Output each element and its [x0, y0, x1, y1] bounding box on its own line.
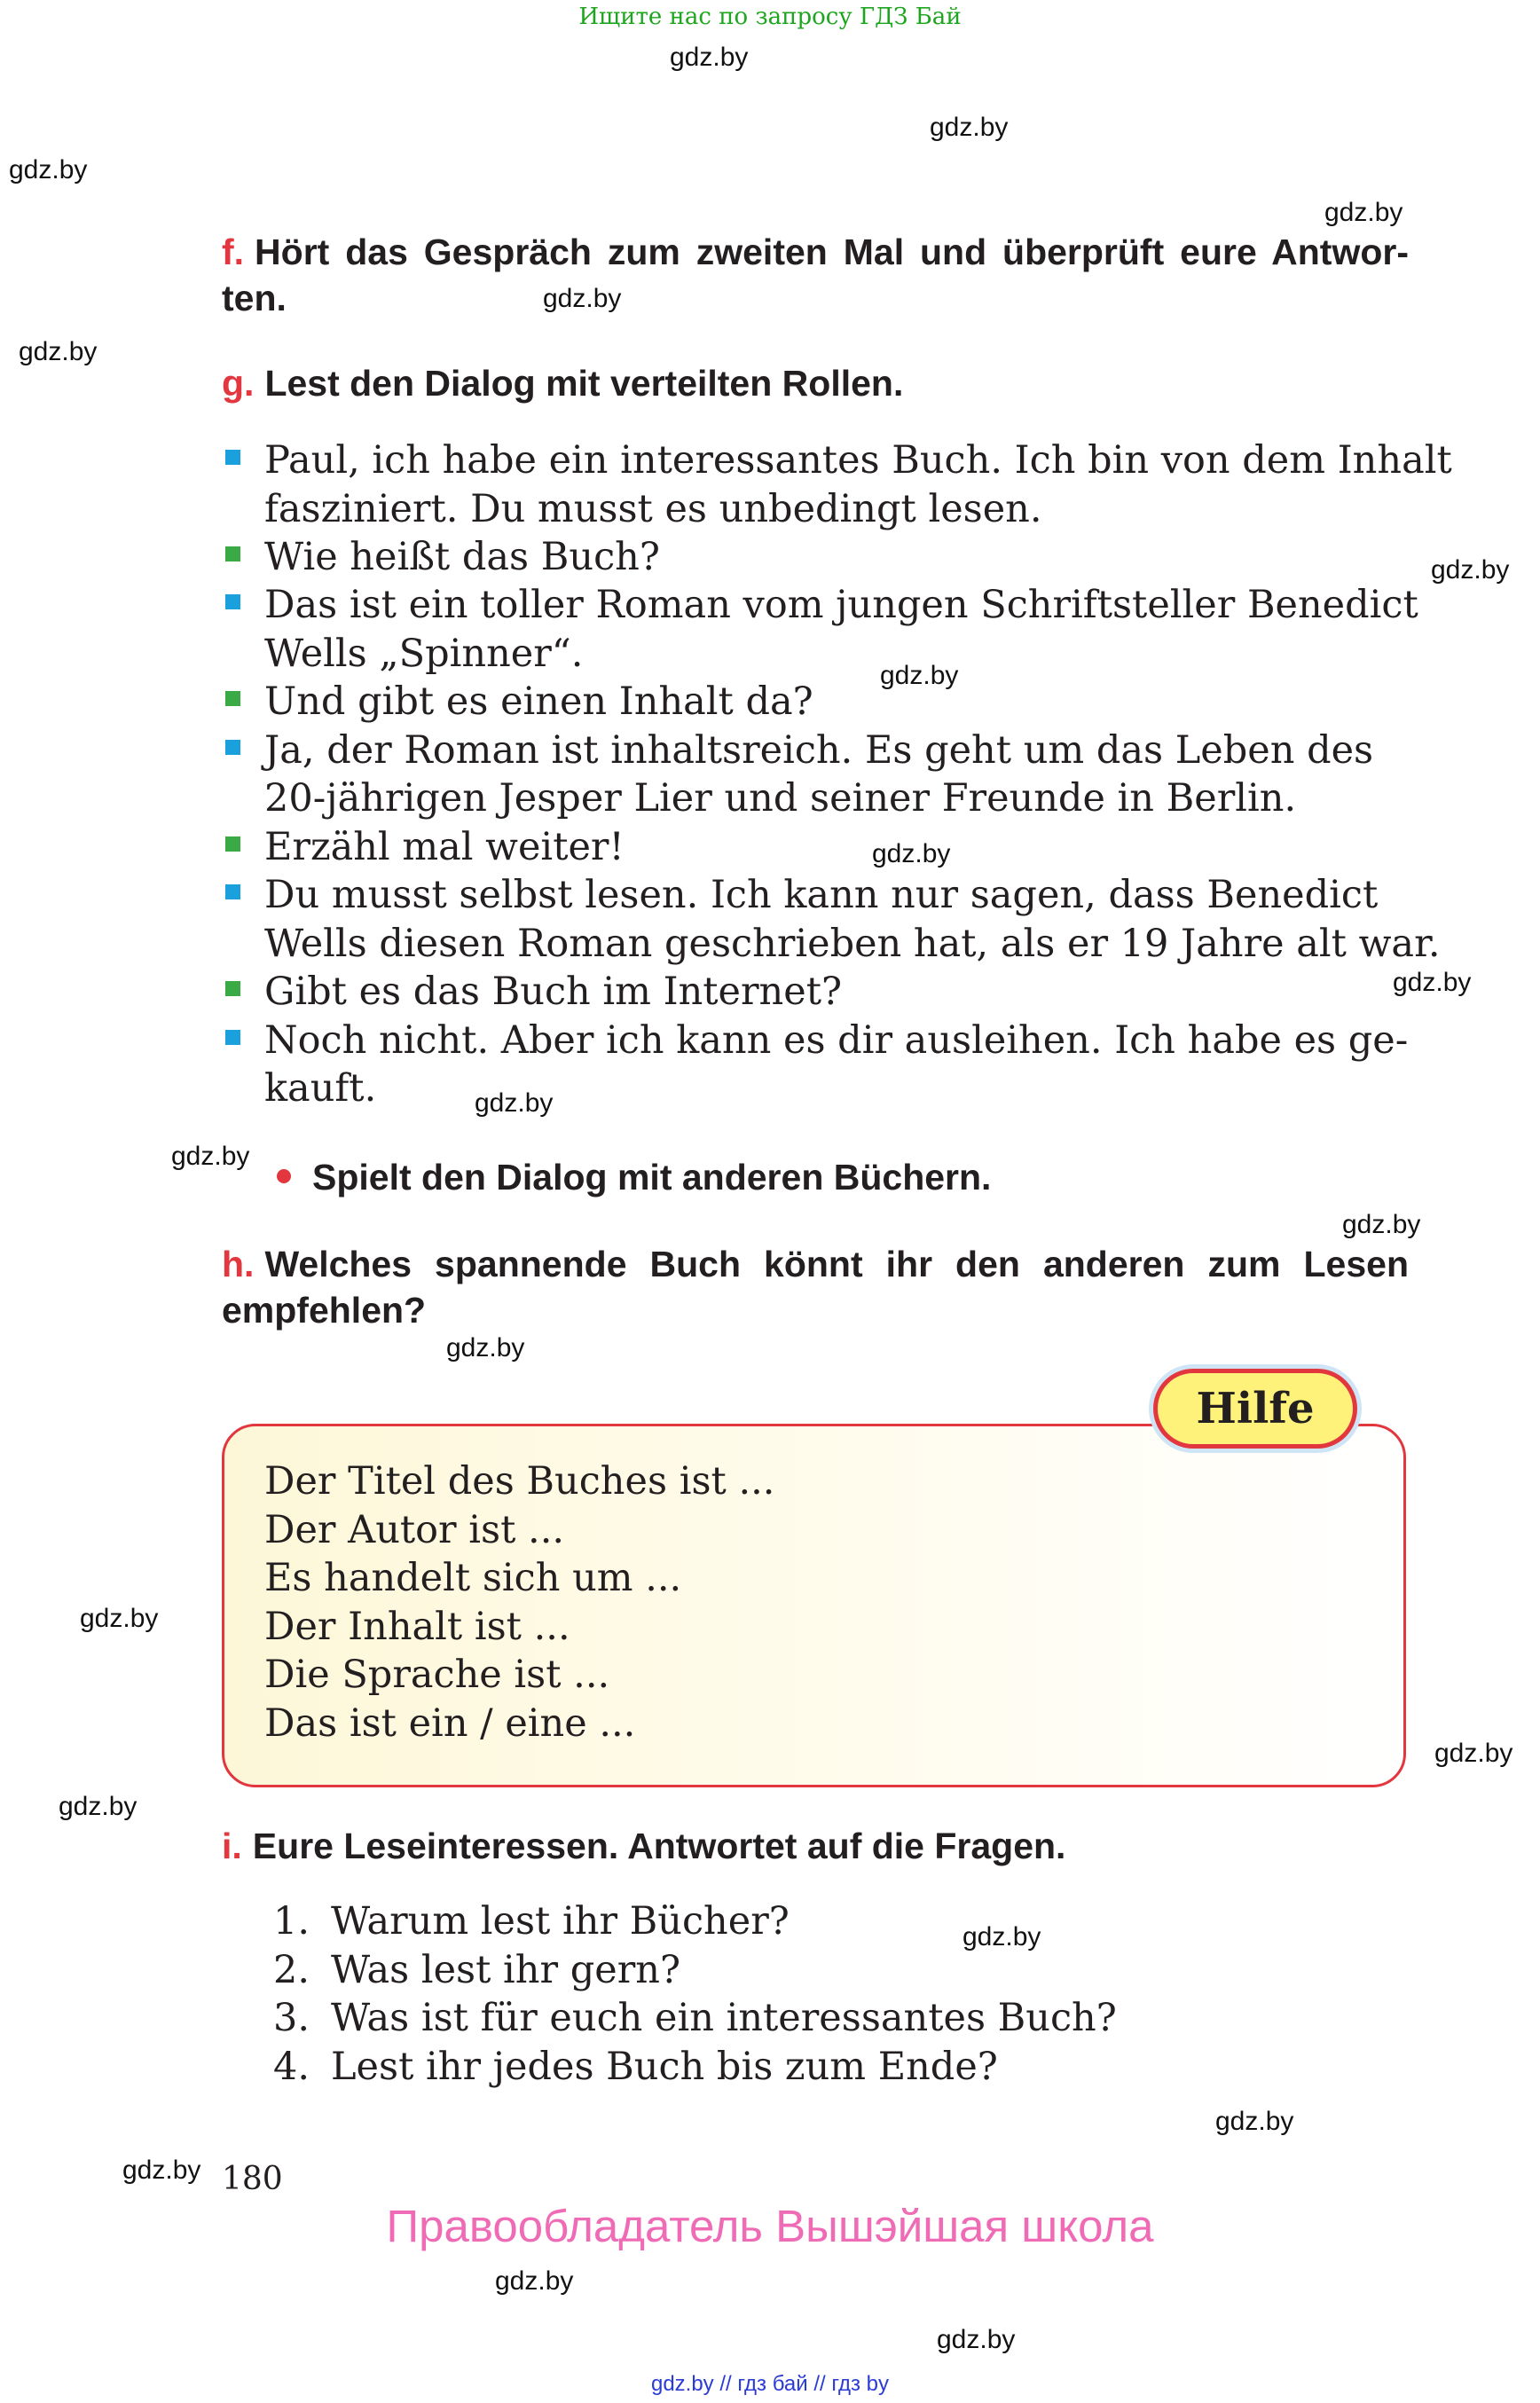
watermark: gdz.by — [59, 1792, 138, 1821]
watermark: gdz.by — [1324, 198, 1403, 227]
bullet-square — [225, 691, 240, 706]
dialog-line: Das ist ein toller Roman vom jungen Schriftsteller Benedict — [264, 583, 1418, 627]
watermark: gdz.by — [1215, 2107, 1294, 2136]
task-letter: g. — [222, 363, 255, 404]
hilfe-phrase: Der Titel des Buches ist ... — [264, 1459, 775, 1504]
watermark: gdz.by — [1434, 1739, 1513, 1768]
dialog-line: 20-jährigen Jesper Lier und seiner Freunde in Berlin. — [264, 776, 1297, 821]
dialog-line: Noch nicht. Aber ich kann es dir ausleihen. Ich habe es ge- — [264, 1018, 1409, 1063]
question-text: Warum lest ihr Bücher? — [331, 1899, 790, 1944]
bullet-square — [225, 836, 240, 852]
watermark: gdz.by — [19, 337, 98, 366]
question-number: 3. — [273, 1996, 310, 2040]
hilfe-phrase: Das ist ein / eine ... — [264, 1701, 636, 1746]
watermark: gdz.by — [1431, 555, 1510, 585]
dialog-line: Wells diesen Roman geschrieben hat, als er 19 Jahre alt war. — [264, 922, 1441, 966]
watermark: gdz.by — [930, 113, 1009, 142]
watermark: gdz.by — [937, 2325, 1016, 2354]
bullet-square — [225, 981, 240, 996]
watermark: gdz.by — [962, 1922, 1041, 1951]
watermark: gdz.by — [122, 2156, 201, 2185]
page-number: 180 — [222, 2161, 283, 2197]
hilfe-phrase: Der Inhalt ist ... — [264, 1605, 570, 1649]
rights-holder: Правообладатель Вышэйшая школа — [386, 2201, 1154, 2251]
top-note: Ищите нас по запросу ГДЗ Бай — [578, 4, 962, 30]
bullet-square — [225, 884, 240, 899]
task-f — [222, 229, 1409, 321]
hilfe-phrase: Die Sprache ist ... — [264, 1653, 610, 1697]
dialog-line: kauft. — [264, 1066, 377, 1111]
watermark: gdz.by — [670, 43, 749, 72]
task-text: Hört das Gespräch zum zweiten Mal und überprüft eure Antwor-ten. — [222, 232, 1409, 318]
task-i — [222, 1823, 1409, 1869]
watermark: gdz.by — [1393, 968, 1472, 997]
extra-task: Spielt den Dialog mit anderen Büchern. — [312, 1157, 992, 1198]
watermark: gdz.by — [171, 1142, 250, 1171]
question-item — [273, 1994, 1117, 2043]
watermark: gdz.by — [543, 284, 622, 313]
footer-links: gdz.by // гдз бай // гдз by — [650, 2372, 890, 2396]
dialog-line: Wells „Spinner“. — [264, 632, 584, 676]
question-text: Lest ihr jedes Buch bis zum Ende? — [331, 2045, 998, 2089]
watermark: gdz.by — [1342, 1210, 1421, 1239]
task-letter: h. — [222, 1244, 255, 1284]
bullet-square — [225, 740, 240, 755]
question-item — [273, 1946, 680, 1995]
task-h — [222, 1241, 1409, 1333]
watermark: gdz.by — [446, 1333, 525, 1362]
task-letter: i. — [222, 1826, 242, 1866]
dialog-line: Paul, ich habe ein interessantes Buch. Ich bin von dem Inhalt — [264, 438, 1452, 483]
bullet-square — [225, 450, 240, 465]
dialog-line: Wie heißt das Buch? — [264, 535, 660, 579]
question-text: Was lest ihr gern? — [331, 1948, 680, 1992]
task-letter: f. — [222, 232, 245, 272]
dialog-line: Erzähl mal weiter! — [264, 825, 625, 869]
bullet-square — [225, 594, 240, 609]
dialog-line: Gibt es das Buch im Internet? — [264, 970, 843, 1014]
hilfe-badge: Hilfe — [1153, 1369, 1357, 1449]
watermark: gdz.by — [495, 2266, 574, 2296]
watermark: gdz.by — [872, 839, 951, 868]
watermark: gdz.by — [9, 155, 88, 185]
task-text: Lest den Dialog mit verteilten Rollen. — [264, 363, 904, 404]
bullet-square — [225, 546, 240, 561]
hilfe-phrase: Es handelt sich um ... — [264, 1556, 682, 1600]
task-g — [222, 360, 1409, 406]
red-bullet-dot — [277, 1169, 291, 1183]
question-item — [273, 2043, 998, 2092]
bullet-square — [225, 1030, 240, 1045]
dialog-line: Ja, der Roman ist inhaltsreich. Es geht um das Leben des — [264, 728, 1374, 773]
task-text: Eure Leseinteressen. Antwortet auf die Fragen. — [252, 1826, 1066, 1866]
dialog-line: Und gibt es einen Inhalt da? — [264, 679, 813, 724]
question-text: Was ist für euch ein interessantes Buch? — [331, 1996, 1117, 2040]
dialog-line: Du musst selbst lesen. Ich kann nur sagen, dass Benedict — [264, 873, 1379, 917]
task-text: Welches spannende Buch könnt ihr den anderen zum Lesen empfehlen? — [222, 1244, 1409, 1331]
question-number: 2. — [273, 1948, 310, 1992]
question-item — [273, 1897, 790, 1946]
question-number: 4. — [273, 2045, 310, 2089]
hilfe-phrase: Der Autor ist ... — [264, 1508, 565, 1552]
question-number: 1. — [273, 1899, 310, 1944]
dialog-line: fasziniert. Du musst es unbedingt lesen. — [264, 487, 1042, 531]
watermark: gdz.by — [475, 1088, 554, 1118]
watermark: gdz.by — [880, 661, 959, 690]
watermark: gdz.by — [80, 1604, 159, 1633]
